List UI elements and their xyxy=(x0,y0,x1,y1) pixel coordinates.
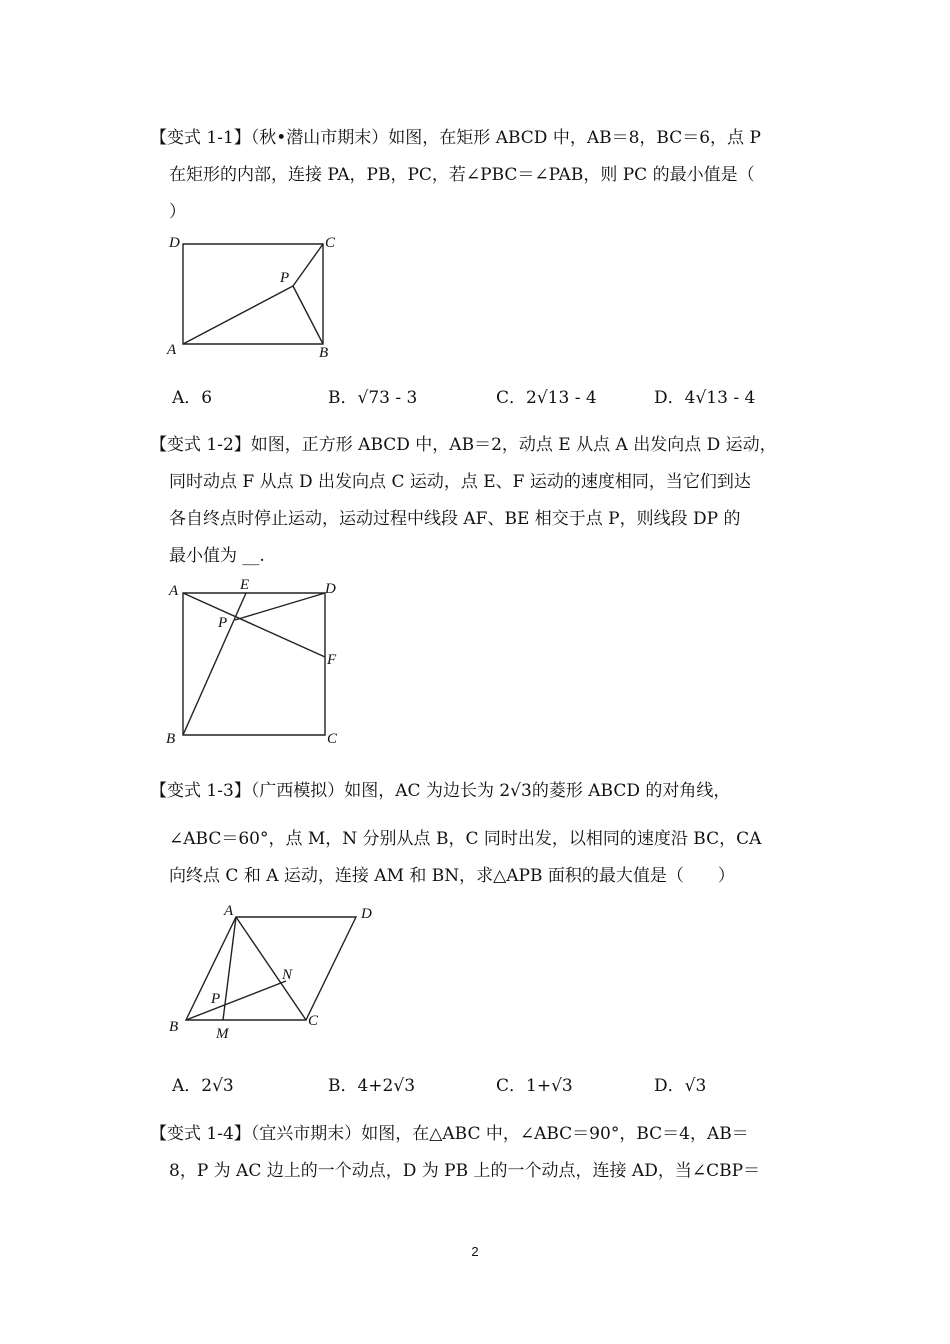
label-b: B xyxy=(319,345,329,361)
segment-bn xyxy=(186,981,286,1020)
figure-rectangle-abcd xyxy=(160,230,350,365)
option-b: B．4+2√3 xyxy=(328,1076,416,1096)
segment-pa xyxy=(183,286,293,344)
label-c: C xyxy=(308,1013,319,1029)
problem-1-2-line-1: 【变式 1-2】如图，正方形 ABCD 中，AB＝2，动点 E 从点 A 出发向点 D 运动， xyxy=(150,435,777,455)
figure-rhombus-abcd xyxy=(160,895,390,1045)
problem-1-3-line-2: ∠ABC＝60°，点 M，N 分别从点 B，C 同时出发，以相同的速度沿 BC，CA xyxy=(169,829,762,849)
problem-1-1-line-1: 【变式 1-1】（秋•潜山市期末）如图，在矩形 ABCD 中，AB＝8，BC＝6，点 P xyxy=(150,128,761,148)
label-a: A xyxy=(169,583,179,599)
label-c: C xyxy=(327,731,338,747)
label-a: A xyxy=(167,342,177,358)
problem-1-3-line-1: 【变式 1-3】（广西模拟）如图，AC 为边长为 2√3的菱形 ABCD 的对角线， xyxy=(150,781,731,801)
segment-pb xyxy=(293,286,323,344)
label-d: D xyxy=(169,235,180,251)
option-a: A．6 xyxy=(172,388,213,408)
label-p: P xyxy=(211,991,221,1007)
problem-1-1-line-3: ） xyxy=(169,202,186,222)
segment-ac xyxy=(236,917,306,1020)
option-d: D．4√13 - 4 xyxy=(654,388,756,408)
option-b: B．√73 - 3 xyxy=(328,388,418,408)
problem-1-2-line-4: 最小值为 __. xyxy=(169,546,265,566)
option-c: C．1+√3 xyxy=(496,1076,573,1096)
rectangle-abcd xyxy=(183,244,323,344)
problem-1-2-line-2: 同时动点 F 从点 D 出发向点 C 运动，点 E、F 运动的速度相同，当它们到达 xyxy=(169,472,751,492)
problem-1-2-line-3: 各自终点时停止运动，运动过程中线段 AF、BE 相交于点 P，则线段 DP 的 xyxy=(169,509,741,529)
page-number: 2 xyxy=(471,1244,479,1259)
label-f: F xyxy=(327,652,337,668)
segment-dp xyxy=(235,593,325,620)
option-c: C．2√13 - 4 xyxy=(496,388,597,408)
label-d: D xyxy=(325,581,336,597)
option-a: A．2√3 xyxy=(172,1076,234,1096)
label-e: E xyxy=(240,577,250,593)
label-n: N xyxy=(282,967,293,983)
label-b: B xyxy=(166,731,176,747)
problem-1-4-line-1: 【变式 1-4】（宜兴市期末）如图，在△ABC 中，∠ABC＝90°，BC＝4，AB＝ xyxy=(150,1124,749,1144)
label-m: M xyxy=(216,1026,229,1042)
label-c: C xyxy=(325,235,336,251)
segment-be xyxy=(183,593,246,735)
label-p: P xyxy=(218,615,228,631)
problem-1-4-line-2: 8，P 为 AC 边上的一个动点，D 为 PB 上的一个动点，连接 AD，当∠CBP＝ xyxy=(169,1161,761,1181)
label-a: A xyxy=(224,903,234,919)
option-d: D．√3 xyxy=(654,1076,707,1096)
problem-1-3-line-3: 向终点 C 和 A 运动，连接 AM 和 BN，求△APB 面积的最大值是（ ） xyxy=(169,866,735,886)
problem-1-1-line-2: 在矩形的内部，连接 PA，PB，PC，若∠PBC＝∠PAB，则 PC 的最小值是（ xyxy=(169,165,755,185)
segment-af xyxy=(183,593,325,657)
figure-square-abcd xyxy=(160,575,355,750)
label-b: B xyxy=(169,1019,179,1035)
label-d: D xyxy=(361,906,372,922)
label-p: P xyxy=(280,270,290,286)
segment-pc xyxy=(293,244,323,286)
